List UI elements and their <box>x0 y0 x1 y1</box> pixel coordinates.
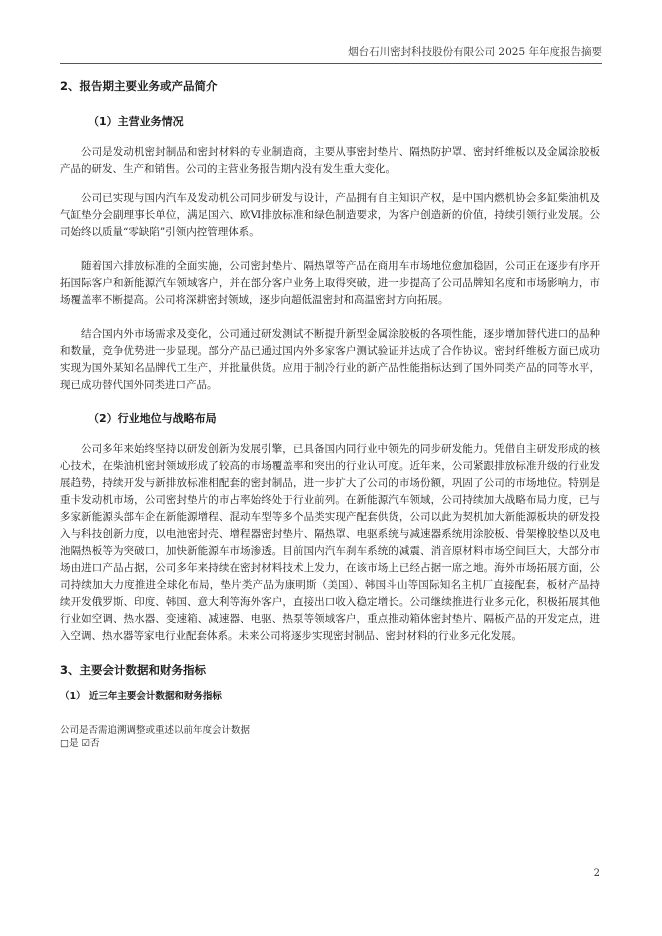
page-number: 2 <box>593 868 600 879</box>
restatement-answer: □是 ☑否 <box>60 738 100 749</box>
paragraph: 随着国六排放标准的全面实施，公司密封垫片、隔热罩等产品在商用车市场地位愈加稳固，公司正在逐步有序开拓国际客户和新能源汽车领域客户，并在部分客户业务上取得突破，进一步提高了公司品牌知名度和市场影响力，市场覆盖率不断提高。公司将深耕密封领域，逐步向超低温密封和高温密封方向拓展。 <box>60 260 600 306</box>
page-header <box>60 44 602 64</box>
paragraph: 公司是发动机密封制品和密封材料的专业制造商，主要从事密封垫片、隔热防护罩、密封纤维板以及金属涂胶板产品的研发、生产和销售。公司的主营业务报告期内没有发生重大变化。 <box>60 146 600 175</box>
paragraph: 公司多年来始终坚持以研发创新为发展引擎，已具备国内同行业中领先的同步研发能力。凭借自主研发形成的核心技术，在柴油机密封领域形成了较高的市场覆盖率和突出的行业认可度。近年来，公司紧跟排放标准升级的行业发展趋势，持续开发与新排放标准相配套的密封制品，进一步扩大了公司的市场份额，巩固了公司的市场地位。特别是重卡发动机市场，公司密封垫片的市占率始终处于行业前列。在新能源汽车领域，公司持续加大战略布局力度，已与多家新能源头部车企在新能源增程、混动车型等多个品类实现产配套供货，公司以此为契机加大新能源板块的研发投入与科技创新力度，以电池密封壳、增程器密封垫片、隔热罩、电驱系统与减速器系统用涂胶板、骨架橡胶垫以及电池隔热板等为突破口，加快新能源车市场渗透。目前国内汽车刹车系统的减震、消音原材料市场空间巨大，大部分市场由进口产品占据，公司多年来持续在密封材料技术上发力，在该市场上已经占据一席之地。海外市场拓展方面，公司持续加大力度推进全球化布局，垫片类产品为康明斯（美国）、韩国斗山等国际知名主机厂直接配套，板材产品持续开发俄罗斯、印度、韩国、意大利等海外客户，直接出口收入稳定增长。公司继续推进行业多元化，积极拓展其他行业如空调、热水器、变速箱、减速器、电驱、热泵等领域客户，重点推动箱体密封垫片、隔板产品的开发定点，进入空调、热水器等家电行业配套体系。未来公司将逐步实现密封制品、密封材料的行业多元化发展。 <box>60 443 600 642</box>
restatement-question: 公司是否需追溯调整或重述以前年度会计数据 <box>60 725 251 736</box>
paragraph: 公司已实现与国内汽车及发动机公司同步研发与设计，产品拥有自主知识产权，是中国内燃机协会多缸柴油机及气缸垫分会副理事长单位，满足国六、欧Ⅵ排放标准和绿色制造要求，为客户创造新的价值，持续引领行业发展。公司始终以质量“零缺陷”引领内控管理体系。 <box>60 192 600 238</box>
section-3-title: 3、主要会计数据和财务指标 <box>60 663 207 677</box>
document-body <box>60 78 600 750</box>
subsection-main-business-title: （1）主营业务情况 <box>88 115 184 128</box>
subsection-financial-data-title: （1） 近三年主要会计数据和财务指标 <box>60 691 222 702</box>
section-2-title: 2、报告期主要业务或产品简介 <box>60 79 218 93</box>
paragraph: 结合国内外市场需求及变化，公司通过研发测试不断提升新型金属涂胶板的各项性能，逐步增加替代进口的品种和数量，竞争优势进一步显现。部分产品已通过国内外多家客户测试验证并达成了合作协议。密封纤维板方面已成功实现为国外某知名品牌代工生产，并批量供货。应用于制冷行业的新产品性能指标达到了国外同类产品的同等水平，现已成功替代国外同类进口产品。 <box>60 328 600 391</box>
subsection-industry-position-title: （2）行业地位与战略布局 <box>88 412 217 425</box>
header-title: 烟台石川密封科技股份有限公司 2025 年年度报告摘要 <box>348 46 602 58</box>
